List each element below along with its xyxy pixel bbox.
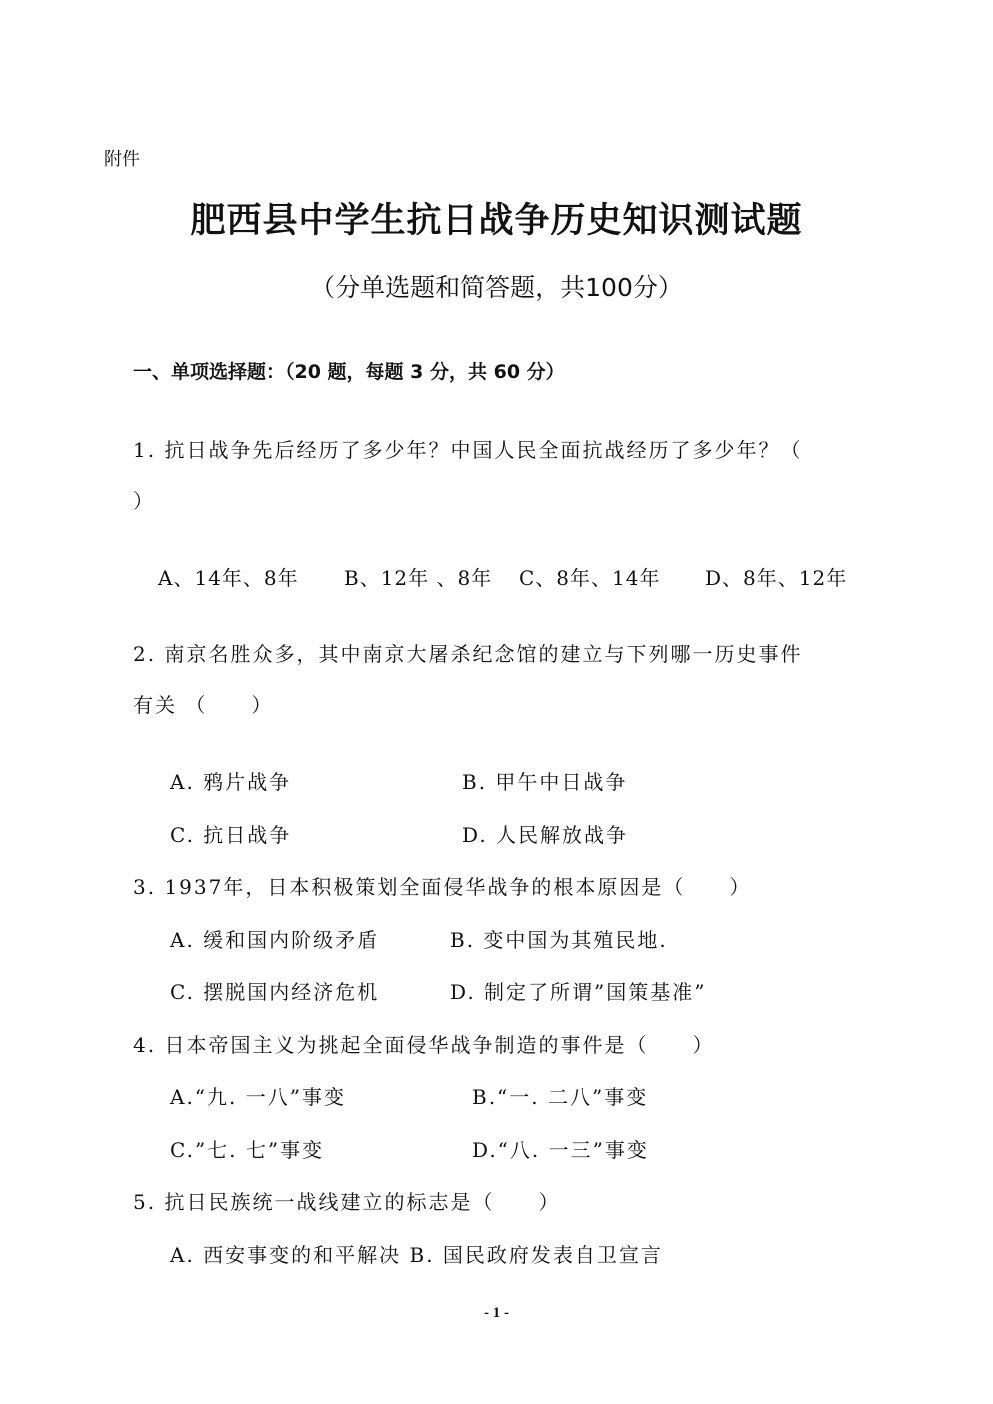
question-3-option-c: C. 摆脱国内经济危机 xyxy=(170,980,380,1004)
question-1-option-d: D、8年、12年 xyxy=(705,566,848,590)
question-3-text: 3. 1937年，日本积极策划全面侵华战争的根本原因是（ ） xyxy=(133,875,752,899)
page-title: 肥西县中学生抗日战争历史知识测试题 xyxy=(190,200,803,241)
question-1-text: 1. 抗日战争先后经历了多少年？中国人民全面抗战经历了多少年？（ xyxy=(133,438,803,462)
question-4-option-b: B.“一. 二八”事变 xyxy=(472,1085,649,1109)
question-1-option-a: A、14年、8年 xyxy=(158,566,299,590)
question-4-option-a: A.“九. 一八”事变 xyxy=(170,1085,346,1109)
question-2-option-d: D. 人民解放战争 xyxy=(462,823,629,847)
page-number: - 1 - xyxy=(484,1305,509,1321)
question-5-text: 5. 抗日民族统一战线建立的标志是（ ） xyxy=(133,1190,561,1214)
question-1-option-c: C、8年、14年 xyxy=(519,566,661,590)
section-heading: 一、单项选择题：（20 题，每题 3 分，共 60 分） xyxy=(133,361,565,383)
question-4-option-d: D.“八. 一三”事变 xyxy=(472,1138,649,1162)
question-5-options-ab: A. 西安事变的和平解决 B. 国民政府发表自卫宣言 xyxy=(170,1243,663,1267)
question-1-text-cont: ） xyxy=(133,489,155,513)
question-3-option-d: D. 制定了所谓”国策基准” xyxy=(450,980,707,1004)
question-2-text-cont: 有关 （ ） xyxy=(133,693,274,717)
page-subtitle: （分单选题和简答题，共100分） xyxy=(310,273,683,302)
question-2-option-c: C. 抗日战争 xyxy=(170,823,292,847)
question-4-text: 4. 日本帝国主义为挑起全面侵华战争制造的事件是（ ） xyxy=(133,1033,715,1057)
question-2-option-a: A. 鸦片战争 xyxy=(170,770,292,794)
question-1-option-b: B、12年 、8年 xyxy=(344,566,493,590)
question-2-text: 2. 南京名胜众多，其中南京大屠杀纪念馆的建立与下列哪一历史事件 xyxy=(133,642,803,666)
question-4-option-c: C.”七. 七”事变 xyxy=(170,1138,325,1162)
question-3-option-b: B. 变中国为其殖民地. xyxy=(450,928,668,952)
attachment-label: 附件 xyxy=(104,149,140,170)
question-3-option-a: A. 缓和国内阶级矛盾 xyxy=(170,928,380,952)
question-2-option-b: B. 甲午中日战争 xyxy=(462,770,628,794)
